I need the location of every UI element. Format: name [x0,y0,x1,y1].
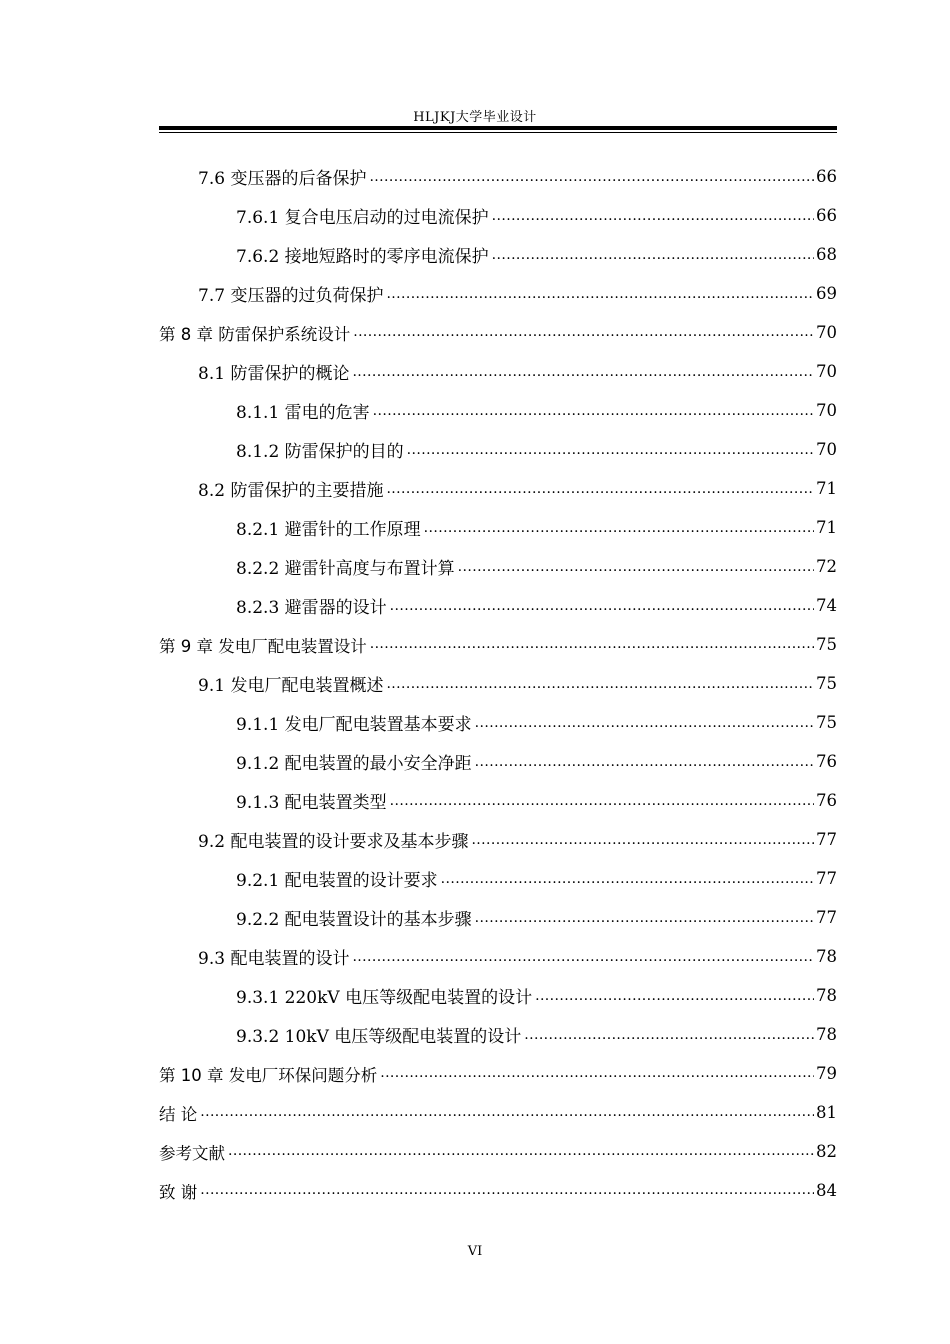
toc-entry[interactable] [159,703,837,742]
toc-entry-page: 75 [816,635,837,654]
toc-entry[interactable] [159,1015,837,1054]
toc-entry[interactable] [159,274,837,313]
toc-entry-label: 9.2.2 配电装置设计的基本步骤 [236,910,472,930]
toc-dot-leader [386,673,814,693]
toc-dot-leader [475,751,814,771]
toc-entry-label: 9.1.1 发电厂配电装置基本要求 [236,715,472,735]
toc-entry-label: 第 10 章 发电厂环保问题分析 [159,1065,378,1085]
toc-entry-page: 76 [816,791,837,810]
header-rule-thin [159,132,837,133]
toc-entry-page: 75 [816,674,837,693]
toc-entry[interactable] [159,1093,837,1132]
toc-entry-page: 74 [816,596,837,615]
toc-dot-leader [386,283,814,303]
toc-entry-label: 7.6.1 复合电压启动的过电流保护 [236,208,489,228]
toc-dot-leader [390,595,814,615]
toc-dot-leader [407,439,814,459]
table-of-contents [159,157,837,1210]
toc-dot-leader [380,1064,814,1084]
toc-entry[interactable] [159,898,837,937]
toc-entry[interactable] [159,976,837,1015]
toc-entry-label: 9.1.2 配电装置的最小安全净距 [236,754,472,774]
toc-entry-page: 76 [816,752,837,771]
toc-dot-leader [228,1142,814,1162]
toc-dot-leader [373,400,814,420]
toc-entry[interactable] [159,352,837,391]
toc-entry[interactable] [159,547,837,586]
toc-entry-page: 71 [816,479,837,498]
toc-dot-leader [492,244,814,264]
toc-entry-label: 致 谢 [159,1182,198,1202]
toc-entry-label: 7.6 变压器的后备保护 [198,169,367,189]
toc-entry-page: 81 [816,1103,837,1122]
toc-dot-leader [386,478,814,498]
toc-entry-page: 78 [816,1025,837,1044]
toc-entry-page: 70 [816,440,837,459]
toc-entry-page: 77 [816,830,837,849]
toc-entry-label: 8.2.2 避雷针高度与布置计算 [236,559,455,579]
toc-dot-leader [475,907,814,927]
toc-dot-leader [352,946,814,966]
toc-dot-leader [441,868,814,888]
toc-entry-label: 9.2.1 配电装置的设计要求 [236,871,438,891]
toc-entry-page: 78 [816,986,837,1005]
toc-dot-leader [200,1103,814,1123]
toc-entry-label: 9.3 配电装置的设计 [198,949,350,969]
toc-entry[interactable] [159,196,837,235]
toc-entry-label: 第 8 章 防雷保护系统设计 [159,324,351,344]
toc-entry-page: 79 [816,1064,837,1083]
footer-page-number: VI [467,1244,483,1259]
toc-entry-label: 7.7 变压器的过负荷保护 [198,286,384,306]
toc-entry-page: 78 [816,947,837,966]
toc-entry-label: 7.6.2 接地短路时的零序电流保护 [236,247,489,267]
toc-entry-label: 8.1.1 雷电的危害 [236,403,370,423]
toc-entry-label: 8.2.3 避雷器的设计 [236,598,387,618]
toc-entry[interactable] [159,157,837,196]
toc-dot-leader [535,985,814,1005]
toc-dot-leader [471,829,814,849]
toc-entry[interactable] [159,469,837,508]
toc-entry-label: 8.1.2 防雷保护的目的 [236,442,404,462]
toc-entry[interactable] [159,859,837,898]
toc-entry-label: 9.1.3 配电装置类型 [236,793,387,813]
toc-entry-page: 69 [816,284,837,303]
toc-dot-leader [370,635,814,655]
toc-entry-label: 9.3.2 10kV 电压等级配电装置的设计 [236,1027,522,1047]
toc-entry-label: 结 论 [159,1104,198,1124]
toc-dot-leader [424,517,814,537]
toc-dot-leader [475,712,814,732]
toc-entry-page: 68 [816,245,837,264]
toc-entry-label: 8.2 防雷保护的主要措施 [198,481,384,501]
toc-entry[interactable] [159,586,837,625]
toc-entry-label: 第 9 章 发电厂配电装置设计 [159,636,367,656]
toc-entry[interactable] [159,1054,837,1093]
toc-entry[interactable] [159,820,837,859]
toc-entry[interactable] [159,235,837,274]
header-rule-thick [159,126,837,130]
toc-entry-page: 77 [816,908,837,927]
toc-entry-page: 75 [816,713,837,732]
toc-dot-leader [390,790,814,810]
toc-entry-page: 77 [816,869,837,888]
toc-entry-label: 9.1 发电厂配电装置概述 [198,676,384,696]
toc-entry[interactable] [159,625,837,664]
toc-entry-label: 9.3.1 220kV 电压等级配电装置的设计 [236,988,533,1008]
toc-entry[interactable] [159,391,837,430]
toc-entry[interactable] [159,313,837,352]
toc-entry[interactable] [159,781,837,820]
toc-entry[interactable] [159,937,837,976]
toc-entry-label: 参考文献 [159,1143,225,1163]
toc-dot-leader [458,556,814,576]
toc-entry-label: 8.1 防雷保护的概论 [198,364,350,384]
toc-entry-page: 70 [816,401,837,420]
toc-entry[interactable] [159,742,837,781]
toc-dot-leader [353,323,814,343]
toc-entry[interactable] [159,508,837,547]
header-title: HLJKJ大学毕业设计 [413,110,537,125]
toc-dot-leader [524,1024,814,1044]
toc-entry-page: 72 [816,557,837,576]
toc-entry-page: 66 [816,167,837,186]
toc-entry-page: 70 [816,362,837,381]
toc-entry-page: 70 [816,323,837,342]
toc-dot-leader [492,205,814,225]
toc-entry[interactable] [159,430,837,469]
toc-entry-page: 84 [816,1181,837,1200]
toc-entry[interactable] [159,664,837,703]
toc-entry[interactable] [159,1132,837,1171]
toc-entry-label: 8.2.1 避雷针的工作原理 [236,520,421,540]
toc-entry-label: 9.2 配电装置的设计要求及基本步骤 [198,832,469,852]
toc-entry[interactable] [159,1171,837,1210]
toc-dot-leader [200,1181,814,1201]
toc-entry-page: 71 [816,518,837,537]
toc-dot-leader [369,166,814,186]
toc-dot-leader [352,361,814,381]
toc-entry-page: 66 [816,206,837,225]
toc-entry-page: 82 [816,1142,837,1161]
